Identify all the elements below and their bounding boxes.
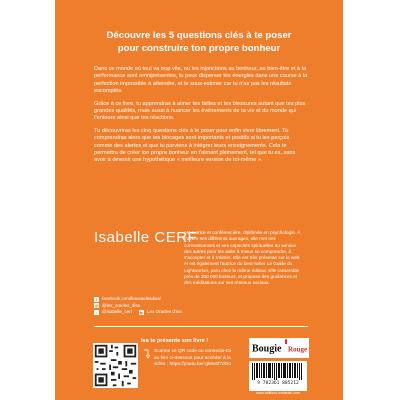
publisher-name-part-1: Bougie	[252, 343, 282, 355]
headline-line-2: pour construire ton propre bonheur	[117, 43, 281, 54]
blurb	[94, 66, 308, 170]
book-back-cover	[55, 0, 343, 400]
publisher-name-part-2: Rouge	[288, 345, 308, 354]
blurb-paragraph-3: Tu découvriras les cinq questions clés à te poser pour enfin vivre librement. Tu comprendras alors que tes blocages sont importants et positifs si tu les perçois comme des alertes et que tu parviens à intégrer leurs enseignements. Cela te permettra de créer ton propre bonheur en t'aimant pleinement, tel que tu es, sans avoir à devenir une hypothétique « meilleure version de toi-même ».	[94, 127, 296, 164]
social-facebook-text: facebook.com/lesoraclesdisa/	[102, 296, 162, 301]
section-divider	[94, 326, 308, 327]
tiktok-icon: ♪	[95, 309, 98, 315]
barcode-bars	[249, 361, 307, 381]
barcode	[249, 361, 307, 391]
social-instagram-text: @les_oracles_disa	[102, 302, 141, 308]
author-bio: est autrice et conférencière, diplômée en psychologie. À travers ses différents ouvrages, elle met ses connaissances et ses capacités spirituelles au service des autres pour les aider à mieux se comprendre, à s'accepter et à s'aimer. Elle est très présente sur le web et est également l'autrice du best-seller Le Guide du Lightworker, paru chez le même éditeur. Elle rassemble près de 300 000 lecteurs, et propose des guidances et des méditations sur ses réseaux sociaux.	[184, 230, 301, 286]
headline	[55, 29, 343, 55]
qr-code[interactable]	[93, 343, 138, 388]
social-tiktok-text: @isabelle_cerf	[102, 309, 132, 314]
publisher-logo	[249, 338, 309, 358]
publisher-website[interactable]: www.editions-tredaniel.com	[256, 391, 300, 395]
instagram-icon: ◎	[94, 303, 99, 309]
qr-instructions: Scanne ce QR code ou connecte-toi au lien ci-dessous pour accéder à la vidéo : https://youtu.be/-gk9x6f7dOo	[154, 349, 232, 367]
headline-line-1: Découvre les 5 questions clés à te poser	[106, 30, 292, 41]
social-youtube-text: Les Oracles d'Isa	[147, 309, 182, 314]
facebook-icon: f	[95, 296, 98, 302]
social-tiktok[interactable]	[94, 309, 182, 316]
blurb-paragraph-2: Grâce à ce livre, tu apprendras à aimer tes failles et tes blessures autant que tes plus grandes qualités, mais aussi à nuancer les événements de ta vie et du monde qui t'entoure ainsi que tes réactions.	[94, 100, 306, 122]
qr-title: Isa te présente son livre !	[141, 338, 209, 344]
blurb-paragraph-1: Dans ce monde où tout va trop vite, où les injonctions au bonheur, au bien-être et à la performance sont omniprésentes, tu peux disperser tes énergies dans une course à la perfection impossible à atteindre, et te sous-estimer car tu n'as pas les résultats escomptés.	[94, 66, 308, 95]
social-links	[94, 296, 182, 316]
youtube-icon: ▶	[140, 309, 144, 315]
arrow-icon	[144, 349, 152, 360]
author-name: Isabelle CERF	[94, 229, 198, 246]
isbn-number: 9 782361 885212	[257, 381, 299, 386]
